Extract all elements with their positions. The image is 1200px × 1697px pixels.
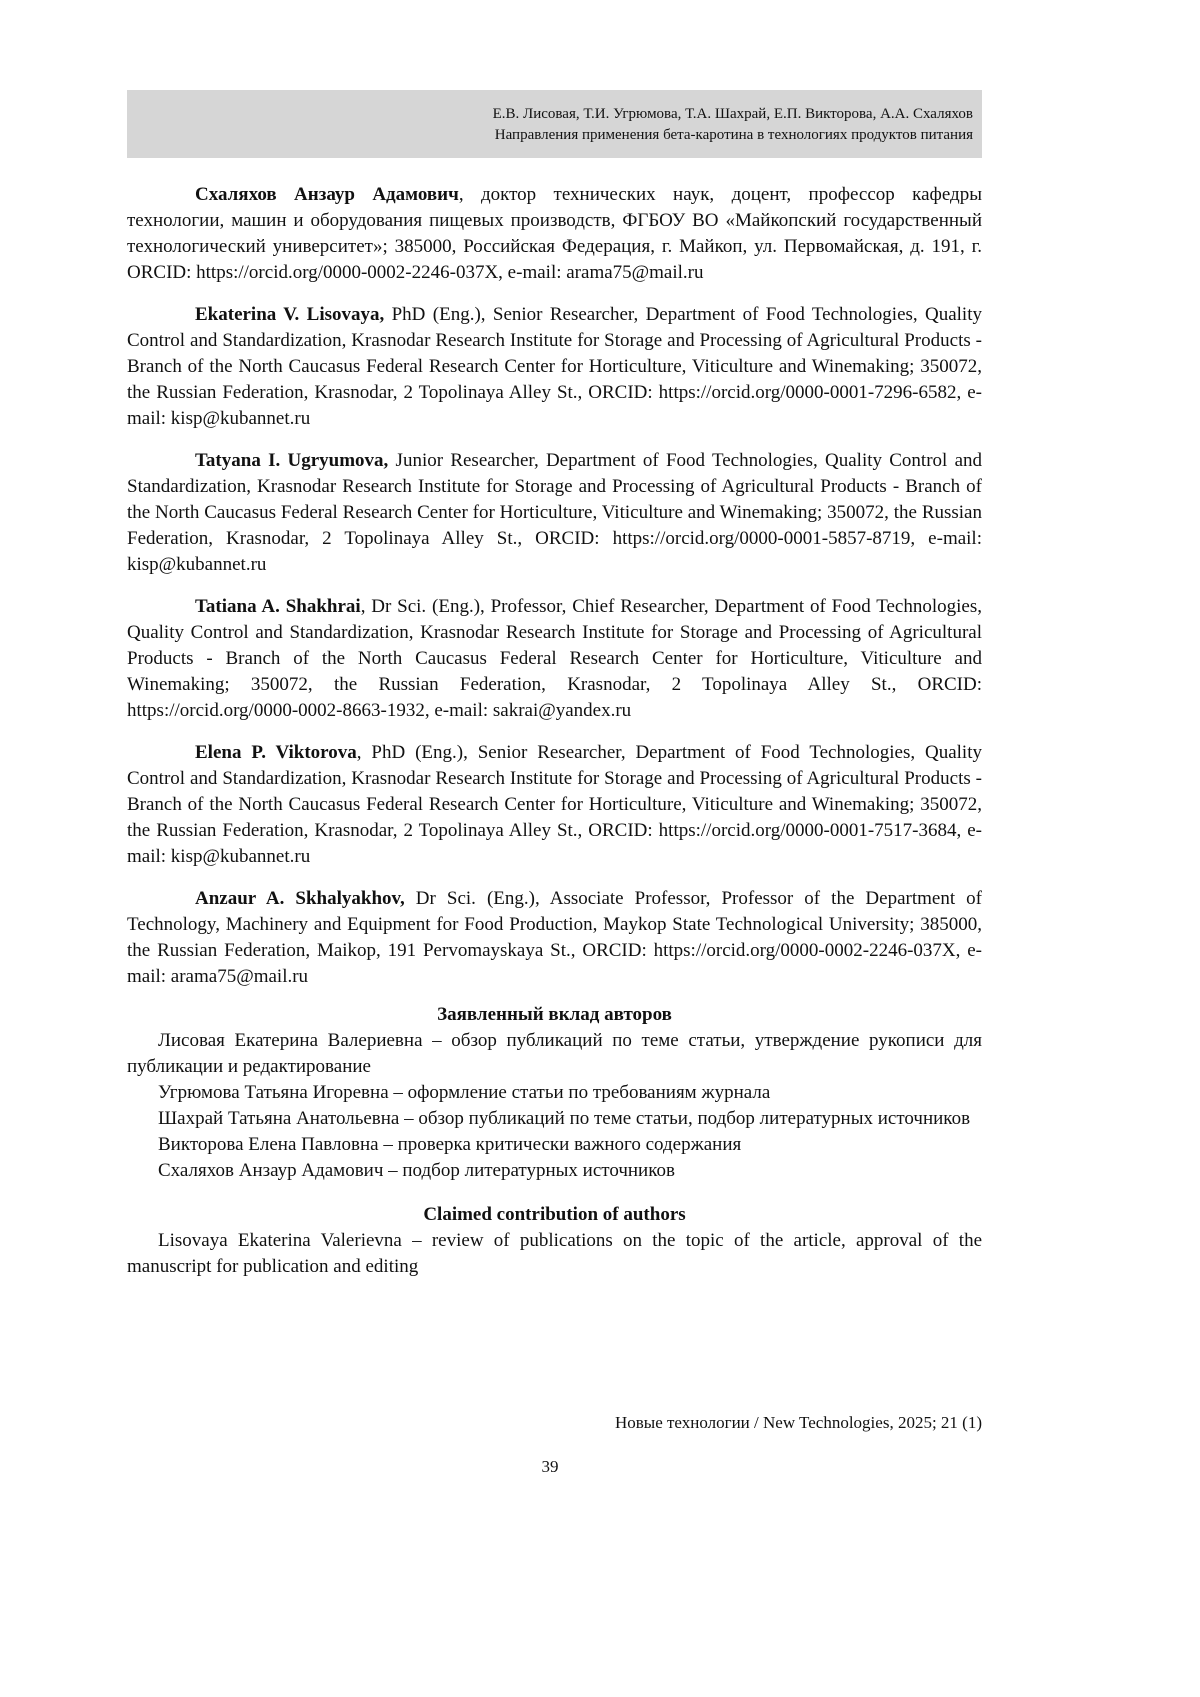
contribution-title-ru: Заявленный вклад авторов <box>437 1004 672 1025</box>
author-details: PhD (Eng.), Senior Researcher, Department of Food Technologies, Quality Control and Standardization, Krasnodar Research Institute for Storage and Processing of Agricultural Products - Branch of the North Caucasus Federal Research Center for Horticulture, Viticulture and Winemaking; 350072, the Russian Federation, Krasnodar, 2 Topolinaya Alley St., ORCID: https://orcid.org/0000-0001-7296-6582, e-mail: kisp@kubannet.ru <box>127 304 982 429</box>
contribution-title-en: Claimed contribution of authors <box>423 1204 686 1225</box>
author-entry-viktorova <box>127 740 982 870</box>
author-entry-skhalyakhov-ru <box>127 182 982 286</box>
author-details: , Dr Sci. (Eng.), Professor, Chief Researcher, Department of Food Technologies, Quality Control and Standardization, Krasnodar Research Institute for Storage and Processing of Agricultural Products - Branch of the North Caucasus Federal Research Center for Horticulture, Viticulture and Winemaking; 350072, the Russian Federation, Krasnodar, 2 Topolinaya Alley St., ORCID: https://orcid.org/0000-0002-8663-1932, e-mail: sakrai@yandex.ru <box>127 596 982 721</box>
author-entry-skhalyakhov-en <box>127 886 982 990</box>
contribution-list-ru <box>127 1028 982 1184</box>
running-header <box>127 90 982 158</box>
author-details: Dr Sci. (Eng.), Associate Professor, Professor of the Department of Technology, Machinery and Equipment for Food Production, Maykop State Technological University; 385000, the Russian Federation, Maikop, 191 Pervomayskaya St., ORCID: https://orcid.org/0000-0002-2246-037X, e-mail: arama75@mail.ru <box>127 888 983 987</box>
author-name: Ekaterina V. Lisovaya, <box>195 304 385 325</box>
list-item: Схаляхов Анзаур Адамович – подбор литературных источников <box>158 1160 675 1181</box>
contribution-list-en <box>127 1228 982 1280</box>
author-name: Elena P. Viktorova <box>195 742 357 763</box>
header-authors: Е.В. Лисовая, Т.И. Угрюмова, Т.А. Шахрай, Е.П. Викторова, А.А. Схаляхов <box>492 106 973 122</box>
journal-citation: Новые технологии / New Technologies, 2025; 21 (1) <box>614 1413 982 1432</box>
author-entry-lisovaya <box>127 302 982 432</box>
author-details: , доктор технических наук, доцент, профессор кафедры технологии, машин и оборудования пищевых производств, ФГБОУ ВО «Майкопский государственный технологический университет»; 385000, Российская Федерация, г. Майкоп, ул. Первомайская, д. 191, г. ORCID: https://orcid.org/0000-0002-2246-037X, e-mail: arama75@mail.ru <box>127 184 982 283</box>
list-item: Lisovaya Ekaterina Valerievna – review of publications on the topic of the article, approval of the manuscript for publication and editing <box>127 1230 982 1277</box>
page-number: 39 <box>541 1457 559 1476</box>
article-body <box>127 182 982 1280</box>
author-details: , PhD (Eng.), Senior Researcher, Department of Food Technologies, Quality Control and Standardization, Krasnodar Research Institute for Storage and Processing of Agricultural Products - Branch of the North Caucasus Federal Research Center for Horticulture, Viticulture and Winemaking; 350072, the Russian Federation, Krasnodar, 2 Topolinaya Alley St., ORCID: https://orcid.org/0000-0001-7517-3684, e-mail: kisp@kubannet.ru <box>127 742 982 867</box>
list-item: Лисовая Екатерина Валериевна – обзор публикаций по теме статьи, утверждение рукописи для публикации и редактирование <box>127 1030 982 1077</box>
author-entry-shakhrai <box>127 594 982 724</box>
author-name: Tatyana I. Ugryumova, <box>195 450 389 471</box>
list-item: Викторова Елена Павловна – проверка критически важного содержания <box>158 1134 742 1155</box>
author-name: Tatiana A. Shakhrai <box>195 596 361 617</box>
list-item: Шахрай Татьяна Анатольевна – обзор публикаций по теме статьи, подбор литературных источников <box>158 1108 971 1129</box>
author-name: Anzaur A. Skhalyakhov, <box>195 888 405 909</box>
list-item: Угрюмова Татьяна Игоревна – оформление статьи по требованиям журнала <box>158 1082 771 1103</box>
author-entry-ugryumova <box>127 448 982 578</box>
author-name: Схаляхов Анзаур Адамович <box>195 184 459 205</box>
header-article-title: Направления применения бета-каротина в технологиях продуктов питания <box>494 127 973 143</box>
author-details: Junior Researcher, Department of Food Technologies, Quality Control and Standardization, Krasnodar Research Institute for Storage and Processing of Agricultural Products - Branch of the North Caucasus Federal Research Center for Horticulture, Viticulture and Winemaking; 350072, the Russian Federation, Krasnodar, 2 Topolinaya Alley St., ORCID: https://orcid.org/0000-0001-5857-8719, e-mail: kisp@kubannet.ru <box>127 450 983 575</box>
